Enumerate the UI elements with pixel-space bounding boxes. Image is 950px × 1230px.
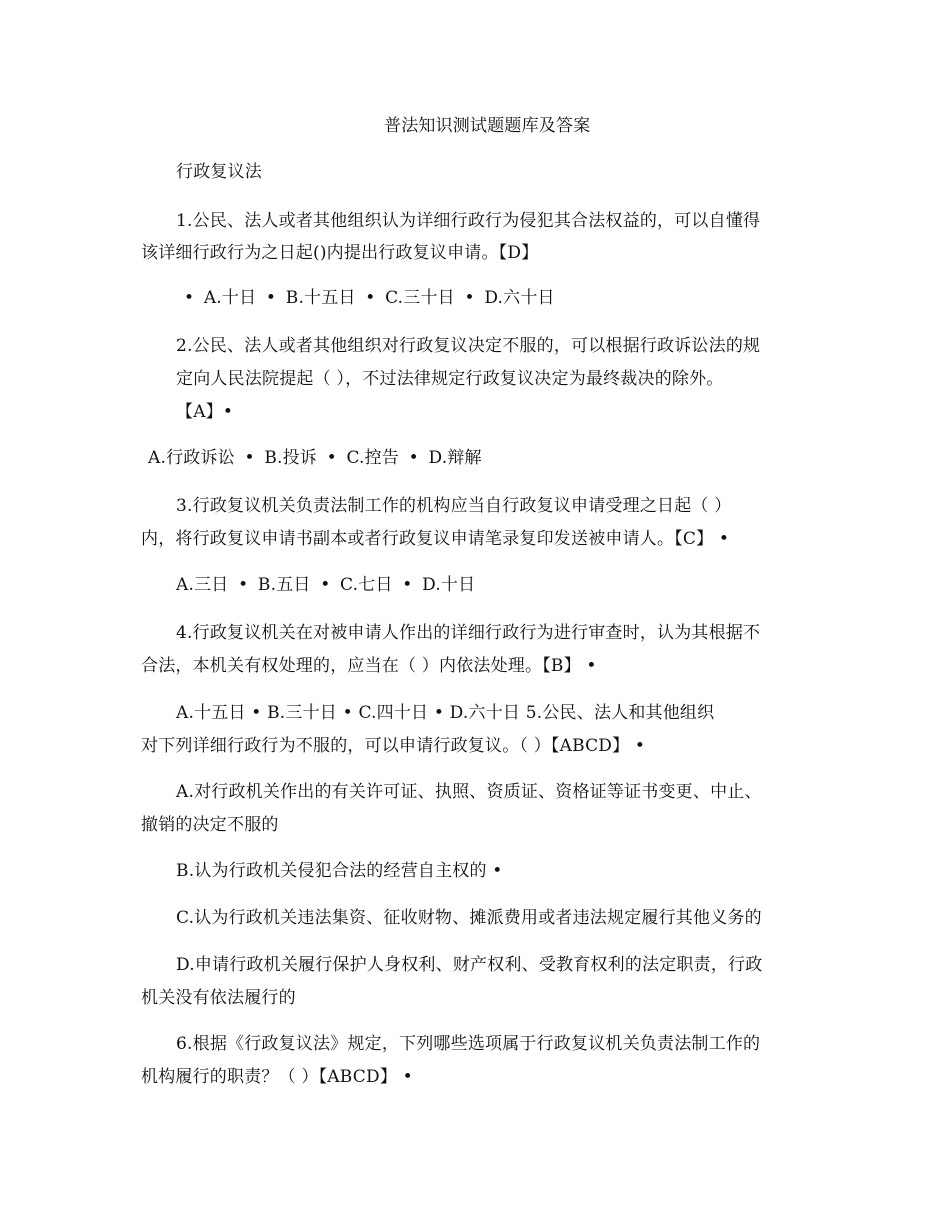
- question-3-options: A.三日 • B.五日 • C.七日 • D.十日: [176, 575, 476, 595]
- document-title: 普法知识测试题题库及答案: [384, 116, 591, 136]
- question-3-line-2: 内，将行政复议申请书副本或者行政复议申请笔录复印发送被申请人。【C】 •: [141, 529, 730, 549]
- question-2-options: A.行政诉讼 • B.投诉 • C.控告 • D.辩解: [148, 448, 482, 468]
- question-5-option-d-line-2: 机关没有依法履行的: [141, 988, 296, 1008]
- question-2-line-1: 2.公民、法人或者其他组织对行政复议决定不服的，可以根据行政诉讼法的规: [176, 336, 761, 356]
- question-5-option-a-line-2: 撤销的决定不服的: [141, 815, 279, 835]
- question-6-line-1: 6.根据《行政复议法》规定，下列哪些选项属于行政复议机关负责法制工作的: [176, 1034, 761, 1054]
- question-2-line-2: 定向人民法院提起（ ），不过法律规定行政复议决定为最终裁决的除外。: [176, 369, 724, 389]
- question-5-line-1: A.十五日 • B.三十日 • C.四十日 • D.六十日 5.公民、法人和其他组织: [176, 703, 715, 723]
- question-1-line-2: 该详细行政行为之日起()内提出行政复议申请。【D】: [141, 243, 539, 263]
- question-1-line-1: 1.公民、法人或者其他组织认为详细行政行为侵犯其合法权益的，可以自懂得: [176, 211, 761, 231]
- question-5-line-2: 对下列详细行政行为不服的，可以申请行政复议。（ ）【ABCD】 •: [141, 736, 646, 756]
- question-5-option-a-line-1: A.对行政机关作出的有关许可证、执照、资质证、资格证等证书变更、中止、: [176, 782, 762, 802]
- question-4-line-2: 合法，本机关有权处理的，应当在（ ）内依法处理。【B】 •: [141, 656, 597, 676]
- question-6-line-2: 机构履行的职责？（ ）【ABCD】 •: [141, 1067, 413, 1087]
- question-4-line-1: 4.行政复议机关在对被申请人作出的详细行政行为进行审查时，认为其根据不: [176, 623, 761, 643]
- question-5-option-b: B.认为行政机关侵犯合法的经营自主权的 •: [176, 861, 503, 881]
- question-2-line-3: 【A】•: [176, 402, 234, 422]
- question-3-line-1: 3.行政复议机关负责法制工作的机构应当自行政复议申请受理之日起（ ）: [176, 496, 732, 516]
- question-5-option-d-line-1: D.申请行政机关履行保护人身权利、财产权利、受教育权利的法定职责，行政: [176, 955, 763, 975]
- question-5-option-c: C.认为行政机关违法集资、征收财物、摊派费用或者违法规定履行其他义务的: [176, 908, 762, 928]
- section-heading: 行政复议法: [176, 162, 262, 182]
- question-1-options: • A.十日 • B.十五日 • C.三十日 • D.六十日: [184, 288, 555, 308]
